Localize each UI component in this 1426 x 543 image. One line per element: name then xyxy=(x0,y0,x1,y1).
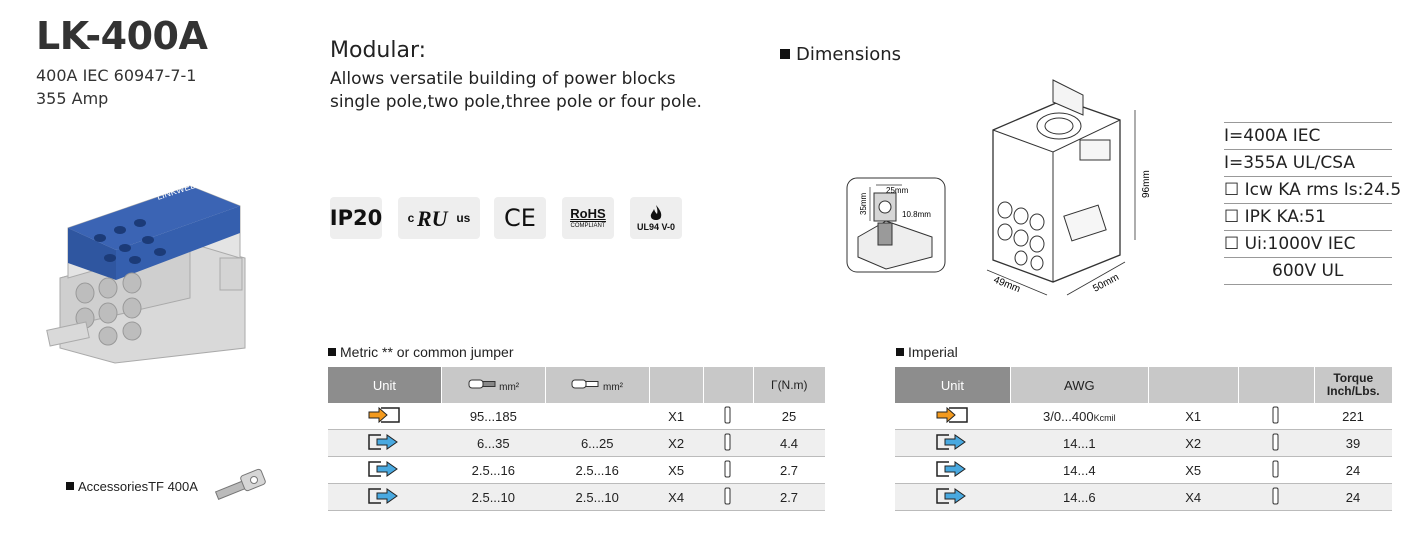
rating-item: 600V UL xyxy=(1224,257,1392,285)
awg-cell xyxy=(1010,430,1148,457)
screw-cell xyxy=(703,484,753,511)
output-arrow-icon xyxy=(935,433,969,451)
terminal-cell: X5 xyxy=(1148,457,1238,484)
wire-range-cell: 2.5...10 xyxy=(441,484,545,511)
rohs-label: RoHS xyxy=(570,205,606,221)
flame-icon xyxy=(648,204,664,222)
imperial-header-torque: Torque Inch/Lbs. xyxy=(1314,367,1392,403)
screw-cell xyxy=(703,457,753,484)
output-arrow-icon xyxy=(367,433,401,451)
torque-cell: 2.7 xyxy=(753,484,825,511)
imperial-table-body xyxy=(895,403,1393,511)
ul-us-label: us xyxy=(456,211,471,225)
metric-table-body xyxy=(328,403,826,511)
awg-cell xyxy=(1010,457,1148,484)
terminal-thick-dim: 10.8mm xyxy=(902,210,931,219)
imperial-table-title xyxy=(896,344,958,360)
rohs-badge xyxy=(562,197,614,239)
table-row xyxy=(895,457,1393,484)
metric-header-unit-mm2: mm² xyxy=(603,381,624,393)
terminal-cell: X1 xyxy=(1148,403,1238,430)
output-arrow-icon xyxy=(935,487,969,505)
accessories-label: Accessories xyxy=(78,479,149,494)
table-row xyxy=(328,484,826,511)
screw-cell xyxy=(703,403,753,430)
jumper-accessory-icon xyxy=(212,468,268,504)
imperial-header-awg: AWG xyxy=(1010,367,1148,403)
unit-cell xyxy=(895,430,1011,457)
awg-value: 14...4 xyxy=(1063,462,1096,478)
metric-header-blank1 xyxy=(649,367,703,403)
torque-cell: 25 xyxy=(753,403,825,430)
wire-range2-cell: 6...25 xyxy=(545,430,649,457)
flame-label: UL94 V-0 xyxy=(636,222,676,232)
input-arrow-icon xyxy=(367,406,401,424)
terminal-cell: X5 xyxy=(649,457,703,484)
imperial-header-unit: Unit xyxy=(895,367,1011,403)
metric-header-blank2 xyxy=(703,367,753,403)
screw-icon xyxy=(724,487,732,505)
table-row xyxy=(895,430,1393,457)
metric-header-wire xyxy=(441,367,545,403)
table-row xyxy=(895,484,1393,511)
flame-badge xyxy=(630,197,682,239)
terminal-cell: X4 xyxy=(649,484,703,511)
torque-cell: 4.4 xyxy=(753,430,825,457)
accessories-line xyxy=(66,479,198,494)
imperial-header-blank1 xyxy=(1148,367,1238,403)
model-title: LK-400A xyxy=(36,14,208,58)
product-photo xyxy=(40,168,250,368)
output-arrow-icon xyxy=(935,460,969,478)
screw-icon xyxy=(1272,433,1280,451)
wire-range2-cell: 2.5...10 xyxy=(545,484,649,511)
rating-item: I=355A UL/CSA xyxy=(1224,149,1392,176)
screw-cell xyxy=(1238,403,1314,430)
terminal-inset-drawing xyxy=(846,177,946,273)
bullet-icon xyxy=(896,348,904,356)
ce-label: CE xyxy=(504,204,536,232)
ip20-label: IP20 xyxy=(329,206,383,230)
unit-cell xyxy=(895,457,1011,484)
terminal-width-dim: 25mm xyxy=(886,186,909,195)
wire-range-cell: 95...185 xyxy=(441,403,545,430)
rating-item: ☐ Icw KA rms Is:24.5 xyxy=(1224,176,1392,203)
rating-item: ☐ Ui:1000V IEC xyxy=(1224,230,1392,257)
torque-cell: 221 xyxy=(1314,403,1392,430)
terminal-cell: X2 xyxy=(649,430,703,457)
block-depth-dim: 49mm xyxy=(991,274,1022,296)
terminal-cell: X2 xyxy=(1148,430,1238,457)
ul-c-label: c xyxy=(407,211,415,225)
rohs-sublabel: COMPLIANT xyxy=(570,222,606,229)
wire-range-cell: 2.5...16 xyxy=(441,457,545,484)
table-row xyxy=(328,430,826,457)
ul-mark-icon xyxy=(416,207,454,229)
block-dimension-drawing xyxy=(975,70,1175,300)
output-arrow-icon xyxy=(367,460,401,478)
dimensions-title-text: Dimensions xyxy=(796,44,902,65)
ferrule-wire-icon xyxy=(468,378,496,390)
ratings-list xyxy=(1224,122,1402,285)
metric-header-torque: Γ(N.m) xyxy=(753,367,825,403)
screw-icon xyxy=(1272,406,1280,424)
awg-value: 14...1 xyxy=(1063,435,1096,451)
ul-badge xyxy=(398,197,480,239)
block-height-dim: 96mm xyxy=(1141,170,1152,198)
imperial-title-text: Imperial xyxy=(908,344,958,360)
wire-range-cell: 6...35 xyxy=(441,430,545,457)
terminal-height-dim: 35mm xyxy=(859,192,868,215)
bullet-icon xyxy=(328,348,336,356)
unit-cell xyxy=(328,457,442,484)
modular-description: Allows versatile building of power blocks single pole,two pole,three pole or four pole. xyxy=(330,69,702,112)
torque-cell: 39 xyxy=(1314,430,1392,457)
awg-unit: Kcmil xyxy=(1093,412,1116,423)
screw-icon xyxy=(724,406,732,424)
spec-iec: 400A IEC 60947-7-1 xyxy=(36,66,197,85)
unit-cell xyxy=(328,484,442,511)
solid-wire-icon xyxy=(571,378,599,390)
torque-cell: 2.7 xyxy=(753,457,825,484)
terminal-cell: X1 xyxy=(649,403,703,430)
spec-amp: 355 Amp xyxy=(36,89,109,108)
screw-icon xyxy=(724,433,732,451)
awg-cell xyxy=(1010,484,1148,511)
wire-range2-cell xyxy=(545,403,649,430)
screw-icon xyxy=(1272,487,1280,505)
unit-cell xyxy=(328,403,442,430)
metric-header-unit-mm: mm² xyxy=(499,381,520,393)
ce-badge xyxy=(494,197,546,239)
bullet-icon xyxy=(780,49,790,59)
block-width-dim: 50mm xyxy=(1091,271,1121,295)
modular-title: Modular: xyxy=(330,38,427,63)
screw-icon xyxy=(724,460,732,478)
metric-table xyxy=(327,367,825,511)
metric-header-unit: Unit xyxy=(328,367,442,403)
brand-label: LINKWELL xyxy=(155,178,201,202)
terminal-cell: X4 xyxy=(1148,484,1238,511)
awg-cell xyxy=(1010,403,1148,430)
torque-cell: 24 xyxy=(1314,457,1392,484)
awg-value: 14...6 xyxy=(1063,489,1096,505)
dimensions-title xyxy=(780,44,901,65)
svg-text:RU: RU xyxy=(417,207,448,229)
accessories-item: TF 400A xyxy=(148,479,198,494)
wire-range2-cell: 2.5...16 xyxy=(545,457,649,484)
metric-title-text: Metric ** or common jumper xyxy=(340,344,514,360)
table-row xyxy=(895,403,1393,430)
unit-cell xyxy=(328,430,442,457)
imperial-table xyxy=(894,367,1392,511)
torque-cell: 24 xyxy=(1314,484,1392,511)
unit-cell xyxy=(895,403,1011,430)
input-arrow-icon xyxy=(935,406,969,424)
rating-item: I=400A IEC xyxy=(1224,122,1392,149)
ip20-badge xyxy=(330,197,382,239)
screw-icon xyxy=(1272,460,1280,478)
awg-value: 3/0...400 xyxy=(1043,408,1094,424)
table-row xyxy=(328,457,826,484)
bullet-icon xyxy=(66,482,74,490)
metric-header-wire2 xyxy=(545,367,649,403)
imperial-header-blank2 xyxy=(1238,367,1314,403)
table-row xyxy=(328,403,826,430)
screw-cell xyxy=(1238,484,1314,511)
screw-cell xyxy=(1238,430,1314,457)
metric-table-title xyxy=(328,344,514,360)
output-arrow-icon xyxy=(367,487,401,505)
unit-cell xyxy=(895,484,1011,511)
rating-item: ☐ IPK KA:51 xyxy=(1224,203,1392,230)
screw-cell xyxy=(703,430,753,457)
screw-cell xyxy=(1238,457,1314,484)
